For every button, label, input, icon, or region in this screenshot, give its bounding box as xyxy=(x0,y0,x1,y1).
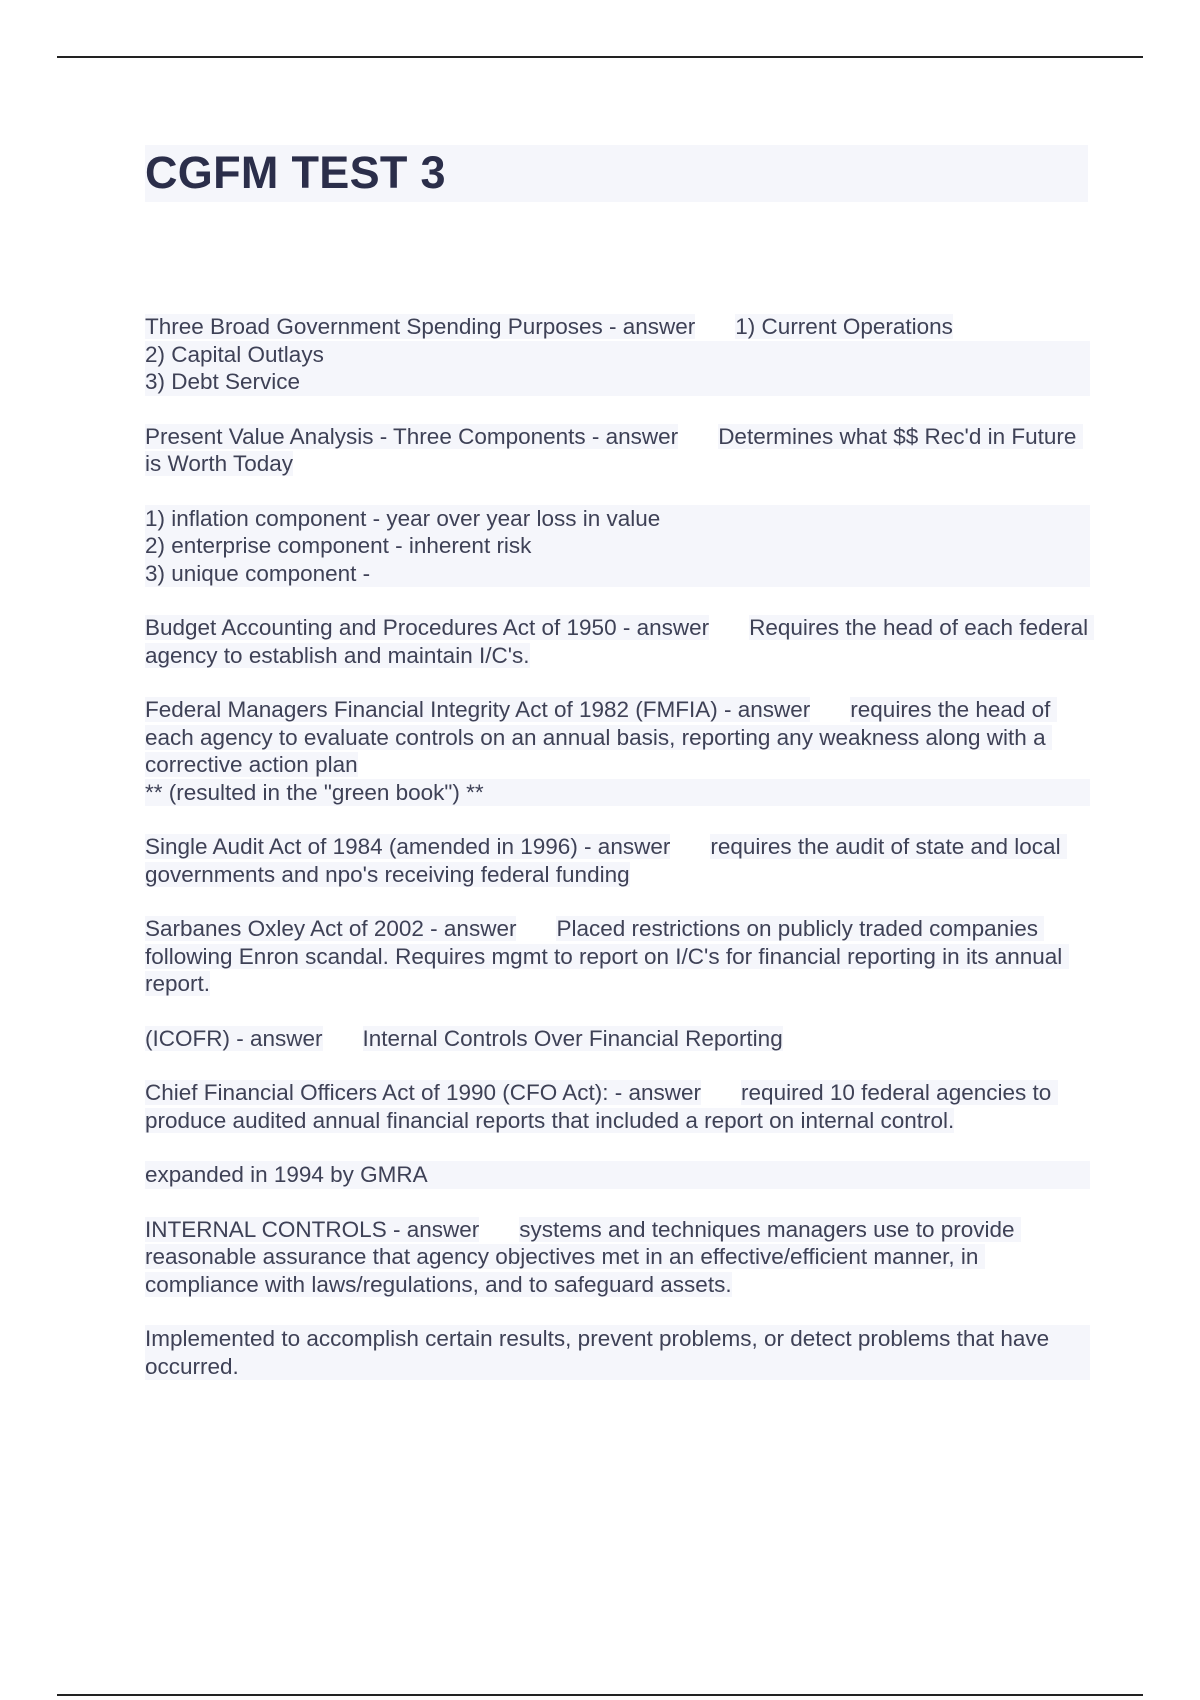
card-line: 1) inflation component - year over year loss in value xyxy=(145,505,1090,533)
card-term: (ICOFR) - answer xyxy=(145,1025,323,1051)
card-term: Present Value Analysis - Three Components - answer xyxy=(145,423,679,449)
flashcard-3 xyxy=(145,505,1090,588)
card-term: Single Audit Act of 1984 (amended in 1996) - answer xyxy=(145,834,671,859)
flashcard-4 xyxy=(145,614,1095,669)
card-definition: Requires the head of each federal agency to establish and maintain I/C's. xyxy=(145,615,1095,668)
bottom-rule xyxy=(57,1694,1143,1696)
card-line: expanded in 1994 by GMRA xyxy=(145,1161,1090,1189)
card-term: Chief Financial Officers Act of 1990 (CFO Act): - answer xyxy=(145,1080,702,1105)
flashcard-list xyxy=(145,313,1095,1407)
flashcard-1 xyxy=(145,313,1090,396)
flashcard-8 xyxy=(145,1025,1090,1053)
card-line: 3) unique component - xyxy=(145,560,1090,588)
card-definition: requires the head of each agency to evaluate controls on an annual basis, reporting any weakness along with a corrective action plan xyxy=(145,697,1057,777)
top-rule xyxy=(57,56,1143,58)
card-term: Budget Accounting and Procedures Act of 1950 - answer xyxy=(145,615,710,640)
card-line: 3) Debt Service xyxy=(145,368,1090,396)
card-definition: systems and techniques managers use to provide reasonable assurance that agency objectives met in an effective/efficient manner, in compliance with laws/regulations, and to safeguard assets. xyxy=(145,1216,1021,1297)
card-definition: requires the audit of state and local governments and npo's receiving federal funding xyxy=(145,834,1067,887)
flashcard-7 xyxy=(145,915,1090,998)
flashcard-12 xyxy=(145,1325,1090,1380)
flashcard-11 xyxy=(145,1216,1090,1299)
flashcard-6 xyxy=(145,833,1090,888)
card-definition: Placed restrictions on publicly traded companies following Enron scandal. Requires mgmt to report on I/C's for financial reporting in its annual report. xyxy=(145,916,1069,996)
page-title: CGFM TEST 3 xyxy=(145,147,446,198)
card-definition: required 10 federal agencies to produce audited annual financial reports that included a report on internal control. xyxy=(145,1080,1058,1133)
card-line: ** (resulted in the "green book") ** xyxy=(145,779,1090,807)
card-definition: Internal Controls Over Financial Reporting xyxy=(362,1025,783,1051)
flashcard-2 xyxy=(145,423,1090,478)
card-definition: 1) Current Operations xyxy=(735,314,953,339)
card-line: 2) Capital Outlays xyxy=(145,341,1090,369)
flashcard-9 xyxy=(145,1079,1090,1134)
flashcard-5 xyxy=(145,696,1090,806)
card-definition: Determines what $$ Rec'd in Future is Worth Today xyxy=(145,423,1083,476)
card-line: 2) enterprise component - inherent risk xyxy=(145,532,1090,560)
card-term: Sarbanes Oxley Act of 2002 - answer xyxy=(145,916,517,941)
card-line: Implemented to accomplish certain results, prevent problems, or detect problems that have occurred. xyxy=(145,1325,1090,1380)
card-term: Federal Managers Financial Integrity Act of 1982 (FMFIA) - answer xyxy=(145,697,811,722)
card-term: INTERNAL CONTROLS - answer xyxy=(145,1216,480,1242)
flashcard-10 xyxy=(145,1161,1090,1189)
card-term: Three Broad Government Spending Purposes - answer xyxy=(145,314,696,339)
